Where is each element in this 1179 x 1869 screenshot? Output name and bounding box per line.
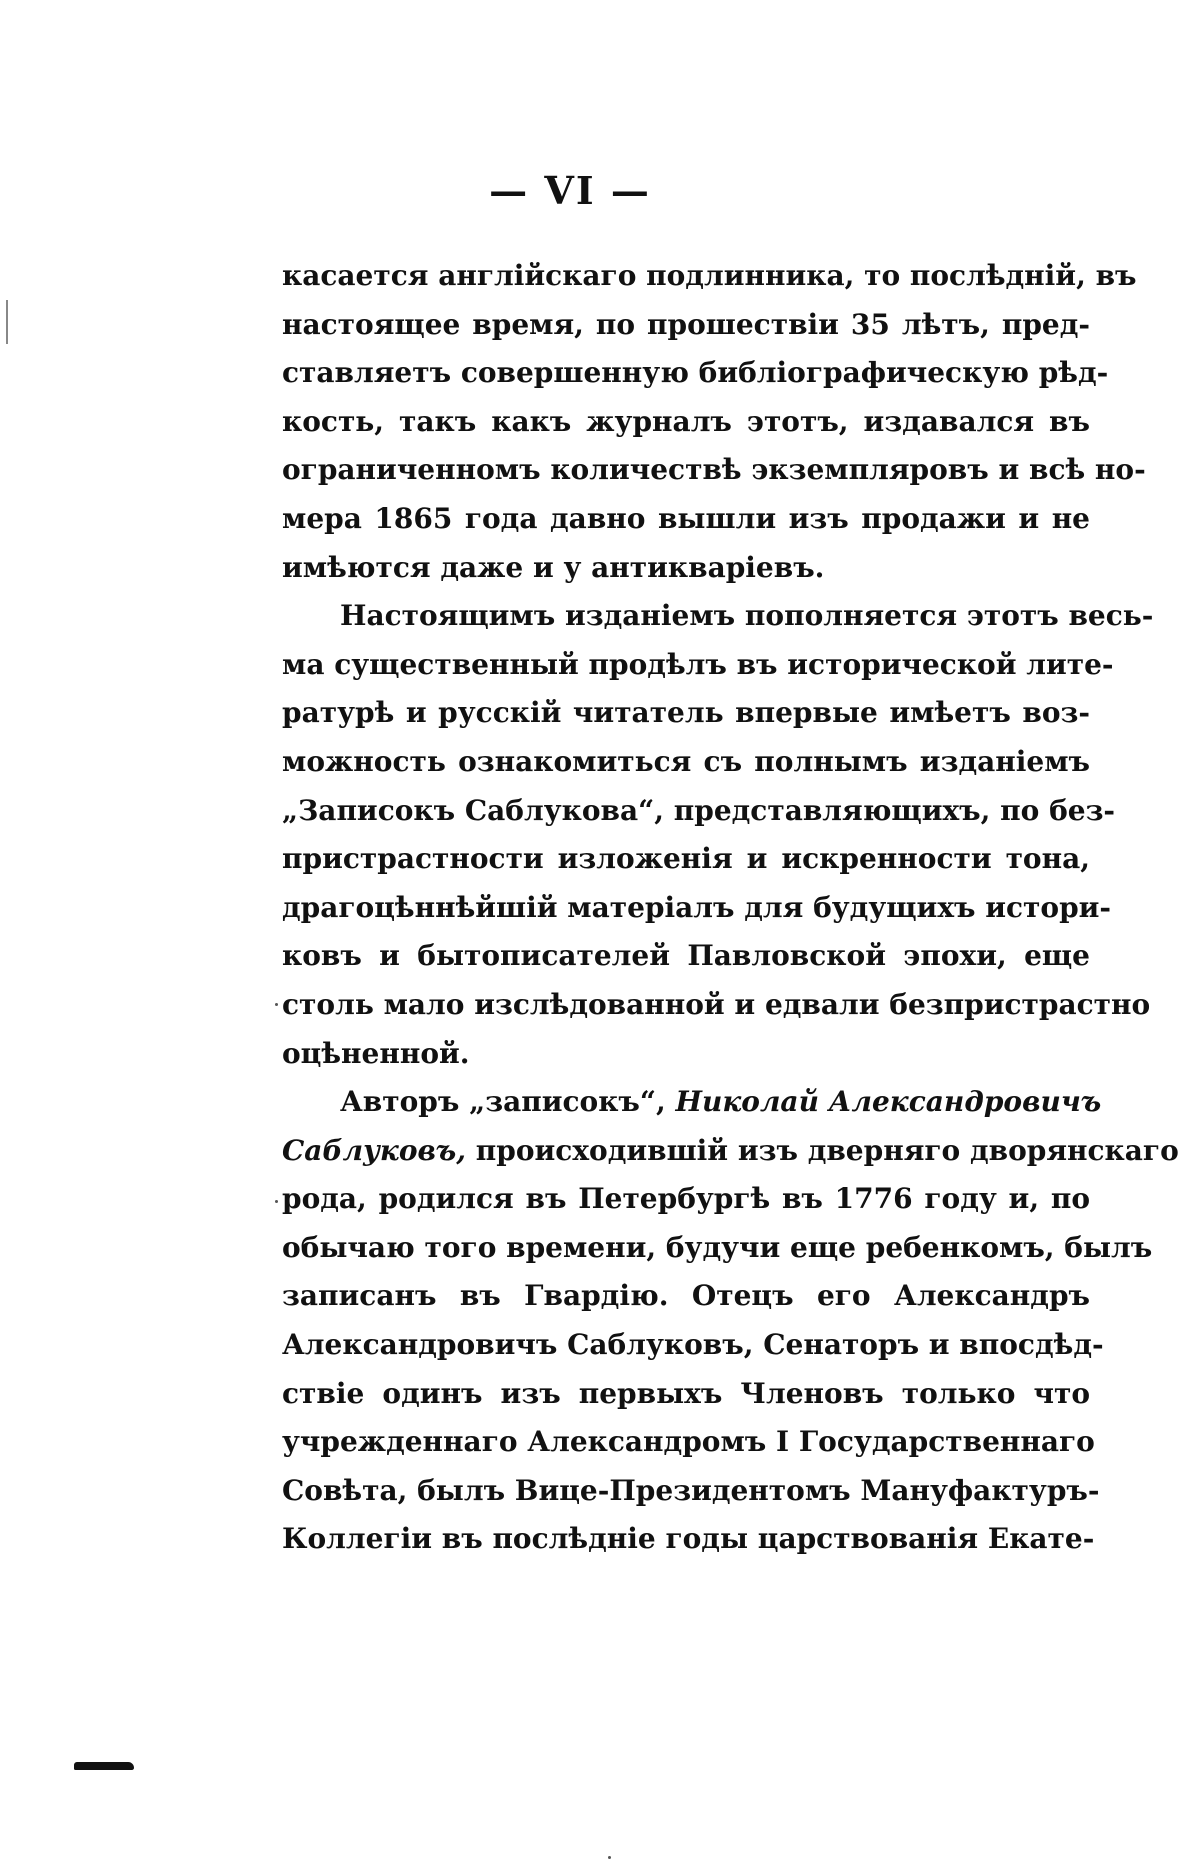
- text-line: настоящее время, по прошествіи 35 лѣтъ, пред-: [282, 307, 1090, 341]
- text-line: драгоцѣннѣйшій матеріалъ для будущихъ истори-: [282, 890, 1112, 924]
- text-run: происходившій изъ дверняго дворянскаго: [466, 1133, 1179, 1167]
- text-line: кость, такъ какъ журналъ этотъ, издавался въ: [282, 404, 1090, 438]
- text-line: Совѣта, былъ Вице-Президентомъ Мануфактуръ-: [282, 1473, 1100, 1507]
- speck: [275, 1003, 278, 1006]
- text-line: имѣются даже и у антикваріевъ.: [282, 550, 825, 584]
- text-line: учрежденнаго Александромъ I Государственнаго: [282, 1425, 1095, 1459]
- text-line: ратурѣ и русскій читатель впервые имѣетъ воз-: [282, 696, 1090, 730]
- margin-mark: [6, 300, 8, 344]
- text-line: „Записокъ Саблукова“, представляющихъ, по без-: [282, 793, 1116, 827]
- text-line: [282, 1078, 1102, 1127]
- paragraph-3: [282, 1078, 1179, 1564]
- paragraph-2: [282, 592, 1154, 1078]
- text-line: пристрастности изложенія и искренности тона,: [282, 842, 1090, 876]
- text-line: можность ознакомиться съ полнымъ изданіемъ: [282, 744, 1090, 778]
- text-line: оцѣненной.: [282, 1036, 470, 1070]
- text-line: Коллегіи въ послѣдніе годы царствованія Екате-: [282, 1522, 1095, 1556]
- speck: [608, 1856, 611, 1859]
- text-line: обычаю того времени, будучи еще ребенкомъ, былъ: [282, 1230, 1153, 1264]
- text-line: ставляетъ совершенную библіографическую рѣд-: [282, 356, 1109, 390]
- text-line: столь мало изслѣдованной и едвали безпристрастно: [282, 987, 1151, 1021]
- text-line: записанъ въ Гвардію. Отецъ его Александръ: [282, 1279, 1090, 1313]
- paragraph-1: [282, 252, 1146, 592]
- text-line: Настоящимъ изданіемъ пополняется этотъ весь-: [340, 599, 1154, 633]
- speck: [275, 1200, 278, 1203]
- author-surname-italic: Саблуковъ,: [282, 1133, 467, 1167]
- author-name-italic: Николай Александровичъ: [675, 1085, 1102, 1119]
- text-line: мера 1865 года давно вышли изъ продажи и не: [282, 501, 1090, 535]
- body-text: [282, 252, 1179, 1564]
- text-line: рода, родился въ Петербургѣ въ 1776 году и, по: [282, 1182, 1090, 1216]
- text-line: [282, 1127, 1179, 1176]
- text-line: ма существенный продѣлъ въ исторической лите-: [282, 647, 1114, 681]
- ink-smudge: [74, 1762, 134, 1770]
- text-line: касается англійскаго подлинника, то послѣдній, въ: [282, 259, 1137, 292]
- text-line: ограниченномъ количествѣ экземпляровъ и всѣ но-: [282, 453, 1146, 487]
- text-line: ковъ и бытописателей Павловской эпохи, еще: [282, 939, 1090, 973]
- text-line: Александровичъ Саблуковъ, Сенаторъ и впосдѣд-: [282, 1328, 1104, 1362]
- text-line: ствіе одинъ изъ первыхъ Членовъ только что: [282, 1376, 1090, 1410]
- text-run: Авторъ „записокъ“,: [340, 1085, 676, 1119]
- page-number: — VI —: [489, 168, 651, 213]
